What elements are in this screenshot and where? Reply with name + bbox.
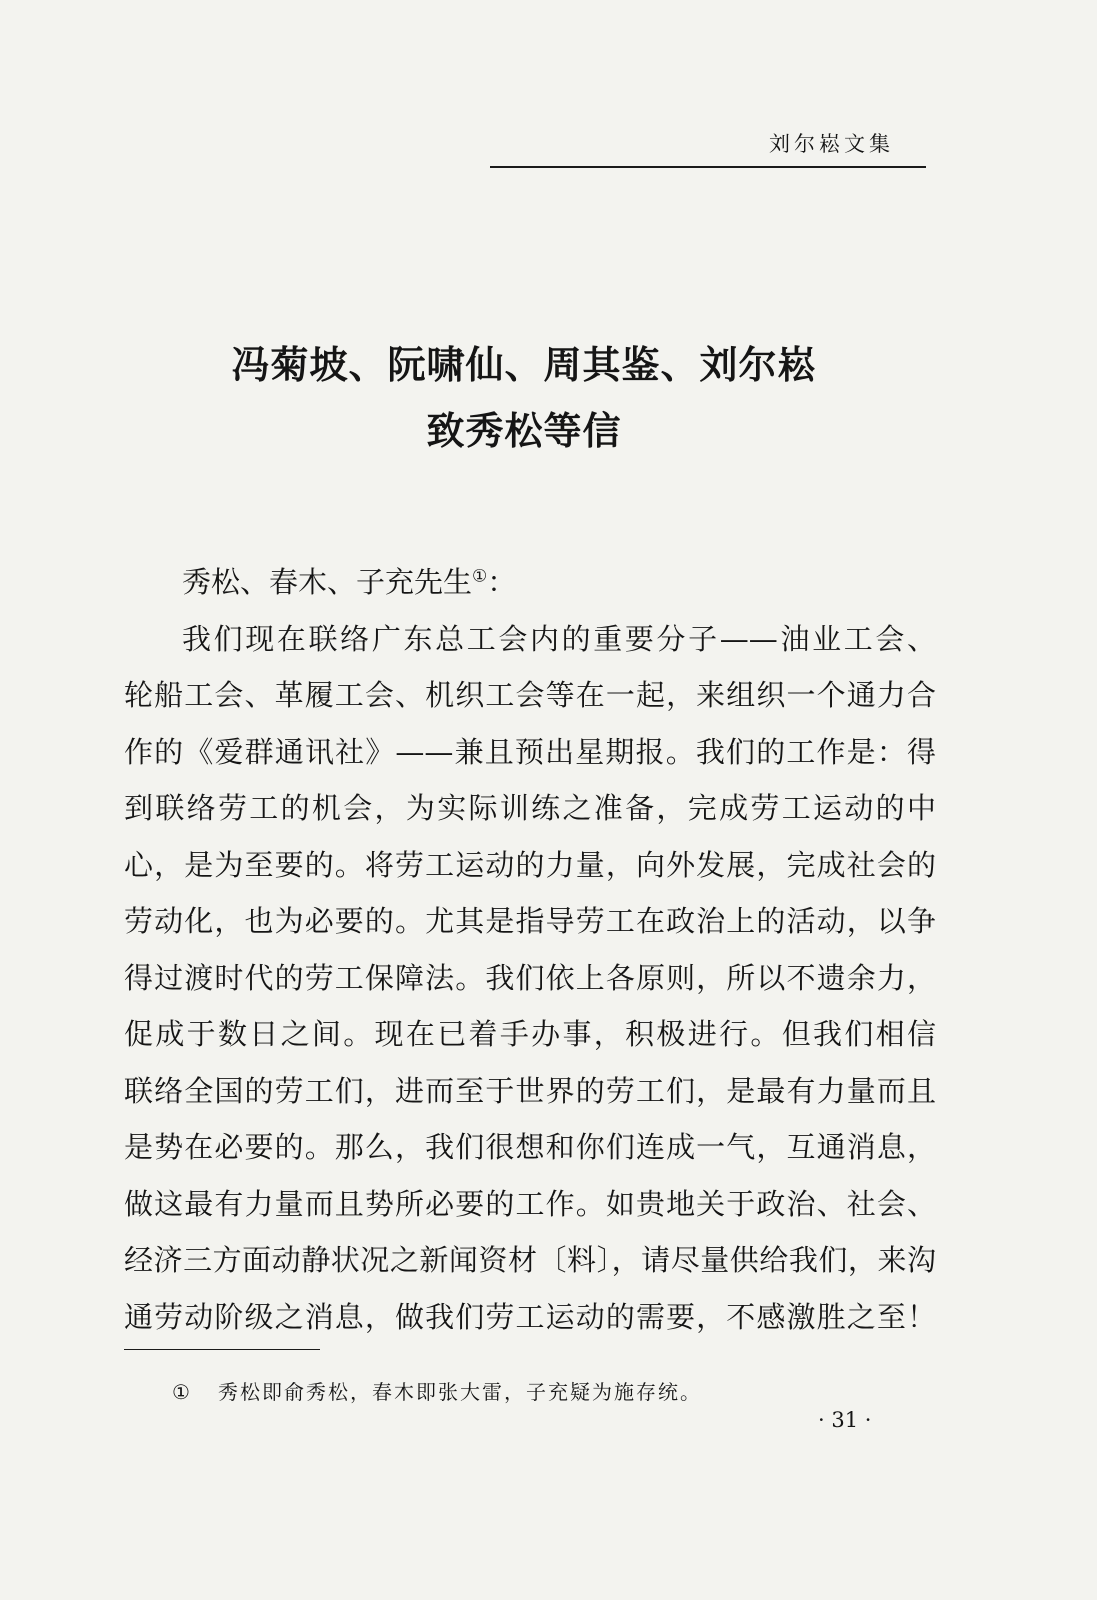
paragraph-line: 心，是为至要的。将劳工运动的力量，向外发展，完成社会的 — [124, 847, 936, 882]
paragraph-line: 通劳动阶级之消息，做我们劳工运动的需要，不感激胜之至！ — [124, 1299, 936, 1334]
article-title — [0, 332, 1048, 464]
paragraph-line: 我们现在联络广东总工会内的重要分子——油业工会、 — [182, 621, 936, 656]
salutation — [124, 554, 936, 611]
running-header — [490, 126, 926, 168]
footnote-reference: ① — [472, 566, 488, 587]
footnote-divider — [124, 1349, 320, 1350]
paragraph-line: 联络全国的劳工们，进而至于世界的劳工们，是最有力量而且 — [124, 1073, 936, 1108]
page-number: · 31 · — [818, 1408, 872, 1432]
paragraph-line: 经济三方面动静状况之新闻资材〔料〕，请尽量供给我们，来沟 — [124, 1243, 936, 1277]
paragraph-line: 促成于数日之间。现在已着手办事，积极进行。但我们相信 — [124, 1017, 936, 1051]
running-header-title: 刘尔崧文集 — [769, 132, 894, 156]
footnote — [172, 1376, 702, 1405]
article-title-line: 致秀松等信 — [426, 409, 622, 453]
paragraph-line: 做这最有力量而且势所必要的工作。如贵地关于政治、社会、 — [124, 1186, 936, 1221]
footnote-mark: ① — [172, 1380, 190, 1404]
article-title-line: 冯菊坡、阮啸仙、周其鉴、刘尔崧 — [231, 343, 817, 387]
salutation-text: 秀松、春木、子充先生 — [182, 565, 473, 599]
footnote-text: 秀松即俞秀松，春木即张大雷，子充疑为施存统。 — [218, 1380, 702, 1404]
paragraph-line: 劳动化，也为必要的。尤其是指导劳工在政治上的活动，以争 — [124, 904, 936, 938]
paragraph-line: 作的《爱群通讯社》——兼且预出星期报。我们的工作是：得 — [124, 734, 936, 769]
paragraph-line: 得过渡时代的劳工保障法。我们依上各原则，所以不遗余力， — [124, 960, 936, 995]
salutation-colon: ： — [487, 565, 517, 599]
paragraph-line: 轮船工会、革履工会、机织工会等在一起，来组织一个通力合 — [124, 678, 936, 712]
paragraph-line: 是势在必要的。那么，我们很想和你们连成一气，互通消息， — [124, 1130, 936, 1164]
paragraph-line: 到联络劳工的机会，为实际训练之准备，完成劳工运动的中 — [124, 791, 936, 825]
letter-body — [124, 554, 936, 1345]
